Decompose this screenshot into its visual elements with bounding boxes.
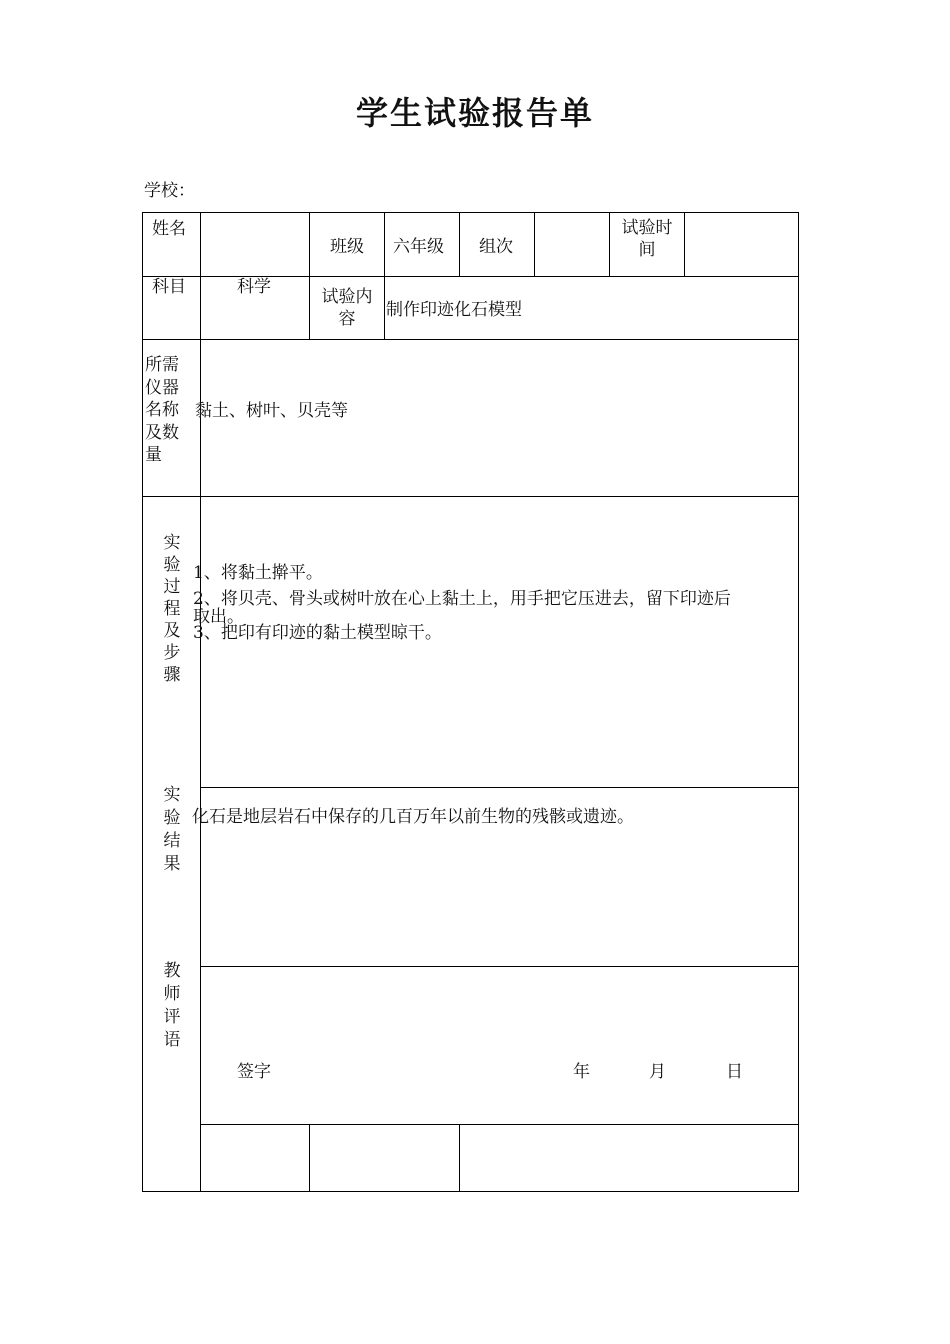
day-label: 日 (726, 1062, 743, 1082)
table-line (384, 212, 385, 339)
subject-label: 科目 (152, 277, 186, 297)
instruments-value: 黏土、树叶、贝壳等 (195, 401, 348, 421)
table-line (200, 787, 799, 788)
table-line (142, 1191, 799, 1192)
process-step: 1、将黏土擀平。 (193, 563, 323, 583)
teacher-comment-label: 教师评语 (163, 961, 181, 1050)
table-line (200, 1124, 799, 1125)
school-label: 学校： (144, 181, 195, 201)
process-step: 取出。 (193, 607, 244, 627)
group-label: 组次 (479, 237, 513, 257)
month-label: 月 (649, 1062, 666, 1082)
content-label-line2: 容 (338, 309, 356, 329)
instruments-label-line: 名称 (145, 400, 179, 420)
name-label: 姓名 (152, 219, 186, 239)
process-steps (193, 560, 731, 646)
class-value: 六年级 (393, 237, 444, 257)
table-line (459, 1124, 460, 1191)
table-line (142, 212, 143, 1192)
sign-label: 签字 (237, 1062, 271, 1082)
time-label (610, 217, 684, 261)
instruments-label (145, 354, 179, 467)
instruments-label-line: 所需 (145, 355, 179, 375)
instruments-label-line: 及数 (145, 422, 179, 443)
subject-value: 科学 (237, 277, 271, 297)
table-line (309, 1124, 310, 1191)
result-label: 实验结果 (163, 785, 181, 874)
table-line (684, 212, 685, 276)
instruments-label-line: 仪器 (145, 377, 179, 398)
page-title: 学生试验报告单 (355, 94, 594, 132)
year-label: 年 (573, 1062, 590, 1082)
table-line (142, 339, 799, 340)
content-value: 制作印迹化石模型 (386, 300, 522, 320)
table-line (142, 212, 799, 213)
table-line (200, 966, 799, 967)
table-line (200, 212, 201, 1192)
process-label: 实验过程及步骤 (163, 533, 181, 685)
time-label-line1: 试验时 (621, 218, 673, 238)
time-label-line2: 间 (638, 240, 656, 260)
table-line (459, 212, 460, 276)
content-label-line1: 试验内 (321, 287, 373, 307)
class-label: 班级 (330, 237, 364, 257)
table-line (534, 212, 535, 276)
process-step: 2、将贝壳、骨头或树叶放在心上黏土上，用手把它压进去，留下印迹后 (193, 589, 731, 609)
table-line (798, 212, 799, 1192)
table-line (142, 496, 799, 497)
process-step: 3、把印有印迹的黏土模型晾干。 (193, 623, 442, 643)
content-label (310, 286, 384, 330)
instruments-label-line: 量 (145, 445, 162, 465)
result-value: 化石是地层岩石中保存的几百万年以前生物的残骸或遗迹。 (192, 807, 634, 827)
